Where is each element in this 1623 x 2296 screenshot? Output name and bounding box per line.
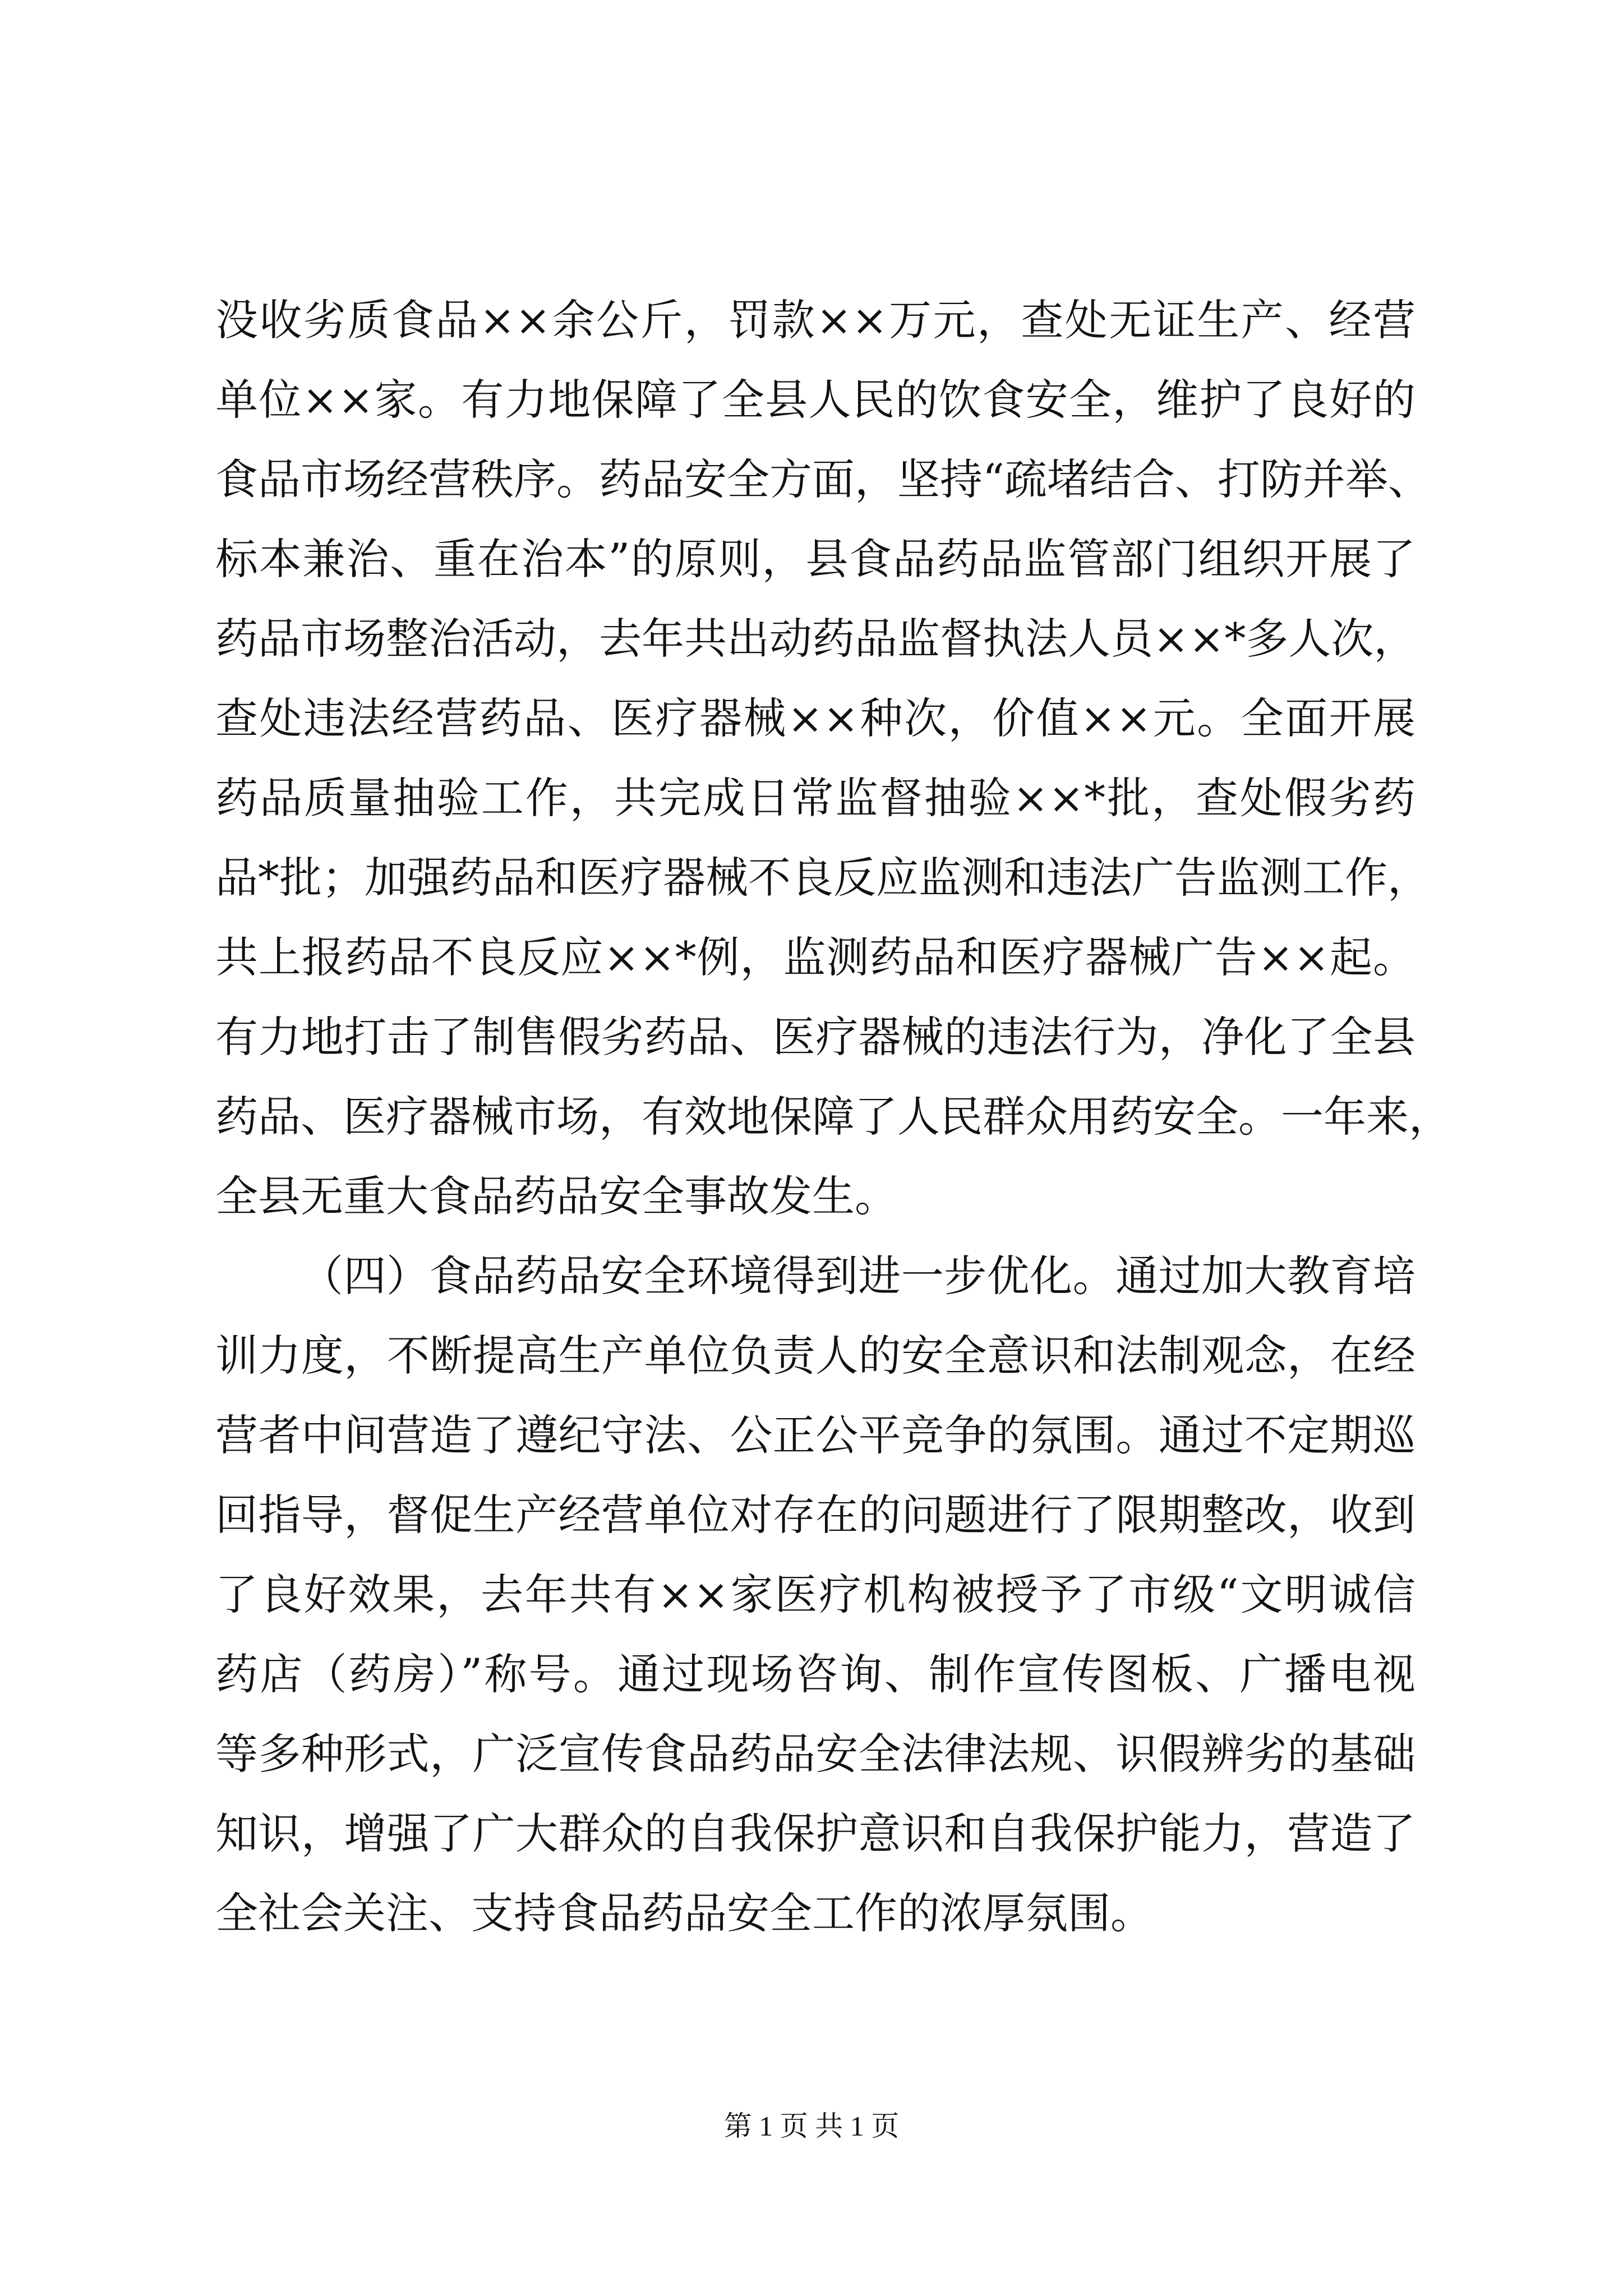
text-line: 全社会关注、支持食品药品安全工作的浓厚氛围。 [215, 1888, 1153, 1938]
text-line: 有力地打击了制售假劣药品、医疗器械的违法行为，净化了全县 [215, 1012, 1415, 1062]
paragraph-enforcement-results [215, 280, 1451, 1236]
text-line: 训力度，不断提高生产单位负责人的安全意识和法制观念，在经 [215, 1331, 1415, 1381]
text-line: 药品、医疗器械市场，有效地保障了人民群众用药安全。一年来， [215, 1092, 1451, 1142]
text-line: 了良好效果，去年共有××家医疗机构被授予了市级“文明诚信 [215, 1570, 1415, 1619]
text-line: 食品市场经营秩序。药品安全方面，坚持“疏堵结合、打防并举、 [215, 454, 1431, 504]
text-line: 标本兼治、重在治本”的原则，县食品药品监管部门组织开展了 [215, 534, 1415, 584]
text-line: 药品质量抽验工作，共完成日常监督抽验××*批，查处假劣药 [215, 773, 1415, 823]
text-line: 全县无重大食品药品安全事故发生。 [215, 1171, 897, 1221]
text-line: 药店（药房）”称号。通过现场咨询、制作宣传图板、广播电视 [215, 1649, 1415, 1699]
text-line: （四）食品药品安全环境得到进一步优化。通过加大教育培 [301, 1251, 1415, 1301]
text-line: 营者中间营造了遵纪守法、公正公平竞争的氛围。通过不定期巡 [215, 1410, 1415, 1460]
text-line: 药品市场整治活动，去年共出动药品监督执法人员××*多人次， [215, 614, 1417, 664]
text-line: 单位××家。有力地保障了全县人民的饮食安全，维护了良好的 [215, 375, 1415, 425]
text-line: 回指导，督促生产经营单位对存在的问题进行了限期整改，收到 [215, 1490, 1415, 1540]
text-line: 共上报药品不良反应××*例，监测药品和医疗器械广告××起。 [215, 932, 1415, 982]
text-line: 品*批；加强药品和医疗器械不良反应监测和违法广告监测工作， [215, 853, 1430, 903]
page-number-footer: 第 1 页 共 1 页 [723, 2110, 900, 2142]
text-line: 没收劣质食品××余公斤，罚款××万元，查处无证生产、经营 [215, 295, 1415, 345]
text-line: 等多种形式，广泛宣传食品药品安全法律法规、识假辨劣的基础 [215, 1729, 1415, 1779]
text-line: 知识，增强了广大群众的自我保护意识和自我保护能力，营造了 [215, 1809, 1415, 1858]
body-text [215, 280, 1451, 1953]
paragraph-safety-environment [215, 1236, 1415, 1953]
text-line: 查处违法经营药品、医疗器械××种次，价值××元。全面开展 [215, 693, 1415, 743]
